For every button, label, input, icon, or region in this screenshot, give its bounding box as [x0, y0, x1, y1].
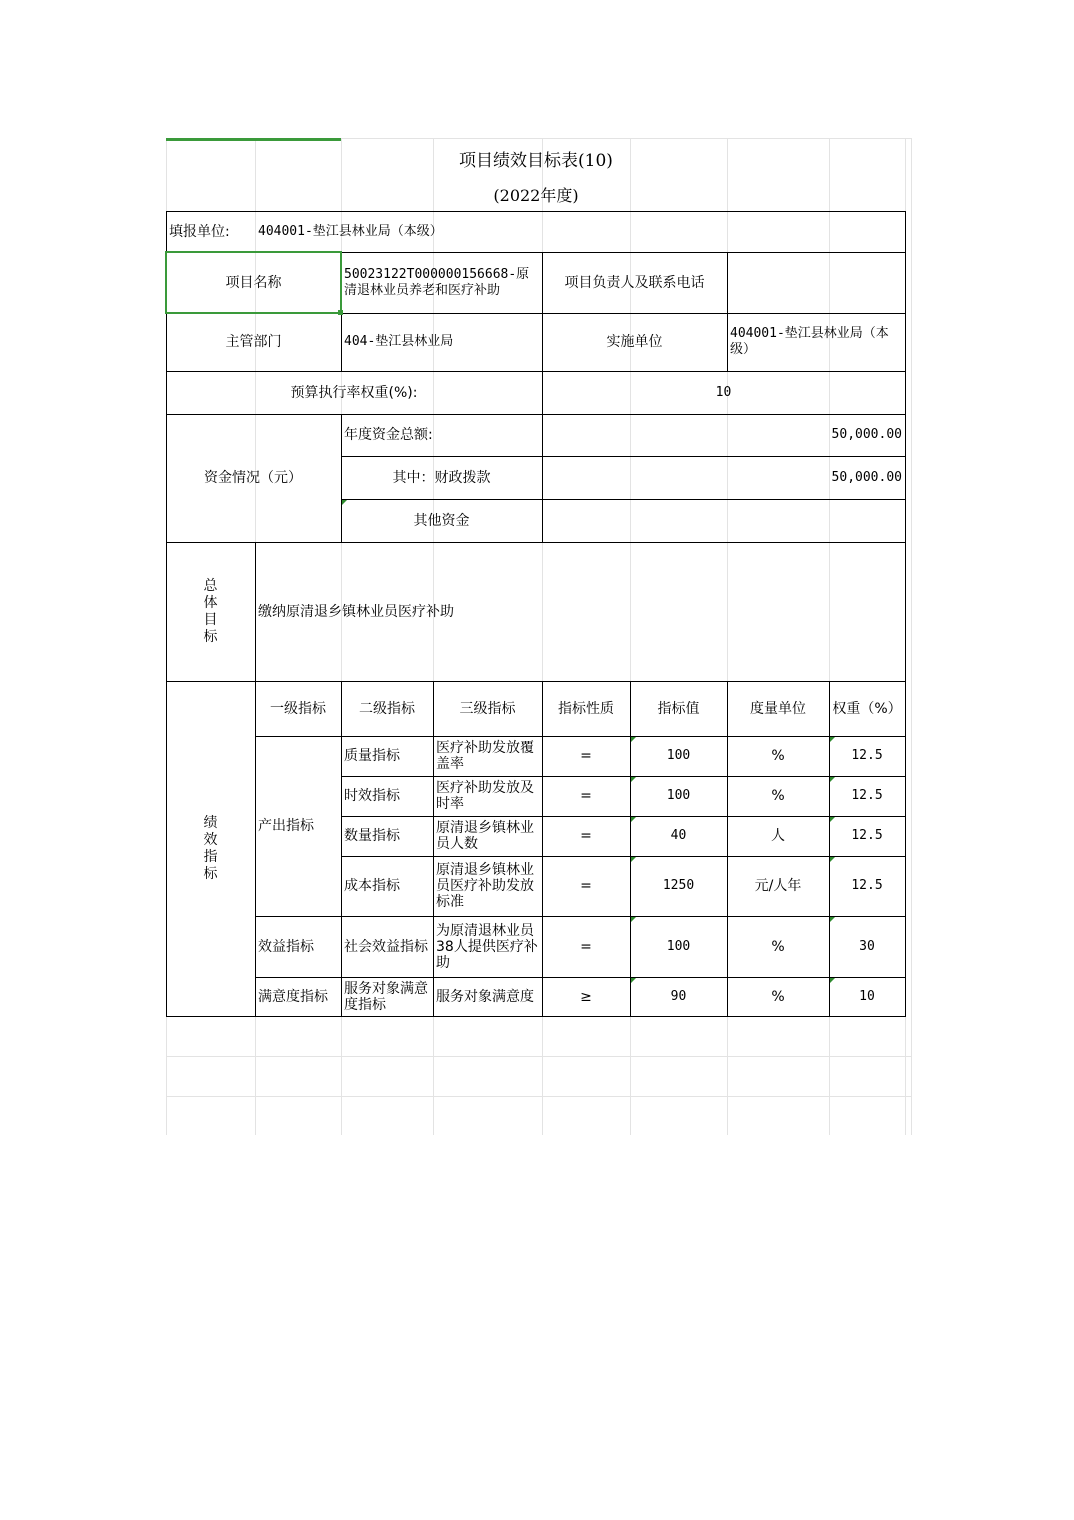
indicator-level3-cell[interactable]: 原清退乡镇林业员医疗补助发放标准: [436, 862, 534, 910]
cell-marker: [631, 817, 636, 822]
project-name-value[interactable]: 50023122T000000156668-原清退林业员养老和医疗补助: [344, 266, 530, 298]
indicator-level2-cell[interactable]: 质量指标: [344, 748, 400, 764]
border-horizontal: [166, 542, 906, 543]
border-vertical: [166, 211, 167, 1017]
overall-goal-label-char: 标: [203, 628, 218, 645]
border-vertical: [905, 211, 906, 1017]
cell-marker: [830, 777, 835, 782]
funds-fiscal-value[interactable]: 50,000.00: [831, 469, 902, 485]
border-horizontal: [166, 414, 906, 415]
indicator-weight-cell[interactable]: 12.5: [851, 748, 883, 763]
border-horizontal: [166, 371, 906, 372]
cell-marker: [830, 978, 835, 983]
border-vertical: [341, 681, 342, 1017]
reporter-label: 填报单位:: [169, 224, 230, 240]
table-title: 项目绩效目标表(10): [459, 151, 613, 171]
indicator-unit-cell[interactable]: %: [771, 788, 785, 804]
border-horizontal: [341, 456, 906, 457]
indicator-unit-cell[interactable]: %: [771, 938, 785, 955]
indicator-weight-cell[interactable]: 12.5: [851, 828, 883, 843]
header-weight: 权重（%）: [832, 700, 902, 717]
gridline-horizontal: [166, 1096, 911, 1097]
indicator-nature-cell[interactable]: =: [580, 828, 592, 844]
border-horizontal: [166, 1016, 906, 1017]
indicator-unit-cell[interactable]: 元/人年: [754, 878, 802, 894]
border-horizontal: [341, 776, 906, 777]
project-contact-label: 项目负责人及联系电话: [564, 274, 705, 291]
perf-indicators-label-char: 指: [203, 848, 218, 865]
border-vertical: [433, 681, 434, 1017]
indicator-value-cell[interactable]: 90: [670, 988, 687, 1004]
budget-weight-label: 预算执行率权重(%):: [290, 385, 418, 401]
indicator-unit-cell[interactable]: %: [771, 988, 785, 1005]
indicator-unit-cell[interactable]: 人: [771, 828, 785, 844]
perf-indicators-label-char: 标: [203, 865, 218, 882]
indicator-level3-cell[interactable]: 医疗补助发放覆盖率: [436, 740, 534, 772]
indicator-level2-cell[interactable]: 时效指标: [344, 788, 400, 804]
cell-marker: [631, 777, 636, 782]
indicator-nature-cell[interactable]: =: [580, 878, 592, 894]
table-year: (2022年度): [493, 186, 579, 205]
indicator-level2-cell[interactable]: 成本指标: [344, 878, 400, 894]
cell-marker: [830, 817, 835, 822]
cell-marker: [830, 857, 835, 862]
selection-fill-handle[interactable]: [338, 310, 343, 315]
overall-goal-label-char: 体: [203, 594, 218, 611]
funds-other-value[interactable]: [542, 499, 905, 542]
indicator-level3-cell[interactable]: 为原清退林业员38人提供医疗补助: [436, 922, 538, 971]
cell-marker: [830, 917, 835, 922]
border-horizontal: [341, 499, 906, 500]
border-vertical: [727, 252, 728, 372]
overall-goal-label-char: 目: [203, 611, 218, 628]
indicator-value-cell[interactable]: 1250: [662, 878, 695, 893]
border-vertical: [542, 252, 543, 543]
cell-marker: [631, 917, 636, 922]
border-vertical: [542, 681, 543, 1017]
indicator-value-cell[interactable]: 100: [666, 748, 691, 763]
border-vertical: [727, 681, 728, 1017]
header-nature: 指标性质: [558, 700, 614, 717]
cell-marker: [631, 737, 636, 742]
perf-indicators-label-char: 绩: [203, 814, 218, 831]
indicator-nature-cell[interactable]: =: [580, 938, 592, 955]
indicator-weight-cell[interactable]: 12.5: [851, 788, 883, 803]
indicator-weight-cell[interactable]: 10: [859, 988, 875, 1004]
header-level2: 二级指标: [359, 700, 415, 717]
cell-marker: [830, 737, 835, 742]
indicator-level2-cell[interactable]: 数量指标: [344, 828, 400, 844]
overall-goal-text[interactable]: 缴纳原清退乡镇林业员医疗补助: [258, 603, 454, 620]
level1-benefit[interactable]: 效益指标: [258, 938, 314, 955]
dept-label: 主管部门: [225, 334, 282, 350]
gridline-vertical: [911, 138, 912, 1135]
cell-marker: [631, 978, 636, 983]
indicator-nature-cell[interactable]: ≥: [580, 988, 592, 1005]
cell-selection: [165, 251, 342, 314]
indicator-level3-cell[interactable]: 服务对象满意度: [436, 988, 534, 1005]
border-horizontal: [341, 816, 906, 817]
border-horizontal: [166, 681, 906, 682]
funds-label: 资金情况（元）: [204, 469, 302, 486]
indicator-level3-cell[interactable]: 原清退乡镇林业员人数: [436, 820, 534, 852]
impl-value[interactable]: 404001-垫江县林业局（本级）: [730, 326, 889, 357]
header-value: 指标值: [657, 700, 700, 717]
perf-indicators-label-char: 效: [203, 831, 218, 848]
border-horizontal: [255, 916, 906, 917]
indicator-nature-cell[interactable]: =: [580, 788, 592, 804]
header-unit: 度量单位: [750, 700, 806, 717]
overall-goal-label: [166, 542, 255, 681]
border-vertical: [341, 414, 342, 543]
project-name-label[interactable]: 项目名称: [225, 274, 282, 291]
column-header-accent: [166, 138, 341, 141]
perf-indicators-vertical-text: [203, 815, 219, 883]
indicator-level3-cell[interactable]: 医疗补助发放及时率: [436, 780, 534, 812]
indicator-value-cell[interactable]: 40: [670, 828, 687, 843]
funds-total-label: 年度资金总额:: [344, 427, 433, 443]
funds-total-value[interactable]: 50,000.00: [831, 427, 902, 442]
overall-goal-label-char: 总: [203, 577, 218, 594]
budget-weight-value[interactable]: 10: [715, 385, 732, 400]
cell-marker: [631, 857, 636, 862]
indicator-level2-cell[interactable]: 社会效益指标: [344, 938, 428, 955]
cell-marker: [342, 500, 347, 505]
indicator-level2-cell[interactable]: 服务对象满意度指标: [344, 980, 428, 1013]
funds-other-label: 其他资金: [413, 512, 470, 529]
header-level3: 三级指标: [459, 700, 516, 717]
project-contact-value[interactable]: [727, 252, 905, 313]
border-horizontal: [255, 977, 906, 978]
border-horizontal: [166, 211, 906, 212]
indicator-value-cell[interactable]: 100: [666, 788, 691, 803]
level1-output[interactable]: 产出指标: [258, 818, 314, 834]
perf-indicators-label: [166, 681, 255, 1016]
funds-fiscal-label: 其中：财政拨款: [392, 469, 491, 486]
indicator-nature-cell[interactable]: =: [580, 748, 592, 764]
reporter-value: 404001-垫江县林业局（本级）: [258, 224, 443, 239]
indicator-weight-cell[interactable]: 30: [859, 938, 875, 954]
border-vertical: [829, 681, 830, 1017]
level1-satisfaction[interactable]: 满意度指标: [258, 988, 328, 1005]
header-level1: 一级指标: [270, 700, 326, 717]
border-horizontal: [341, 856, 906, 857]
indicator-value-cell[interactable]: 100: [666, 938, 691, 954]
indicator-weight-cell[interactable]: 12.5: [851, 878, 883, 893]
border-vertical: [255, 542, 256, 1017]
dept-value[interactable]: 404-垫江县林业局: [344, 334, 454, 349]
indicator-unit-cell[interactable]: %: [771, 748, 785, 764]
overall-goal-vertical-text: [203, 578, 219, 646]
impl-label: 实施单位: [606, 334, 663, 350]
border-vertical: [630, 681, 631, 1017]
border-horizontal: [255, 736, 906, 737]
gridline-horizontal: [166, 1056, 911, 1057]
